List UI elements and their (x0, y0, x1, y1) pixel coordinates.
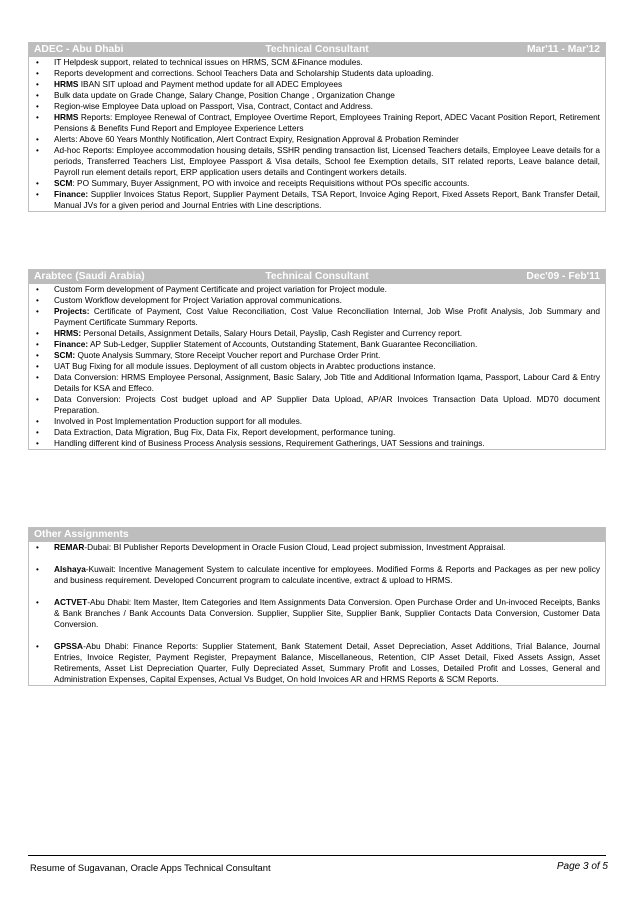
item-text: IT Helpdesk support, related to technical issues on HRMS, SCM &Finance modules. (54, 57, 363, 67)
item-text: -Abu Dhabi: Finance Reports: Supplier Statement, Bank Statement Detail, Asset Depreciation, Asset Additions, Trial Balance, Journal Entries, Invoice Register, Payment Register, Prepayment Balance, Miscellaneous, Retention, CIP Asset Detail, Fixed Assets Assign, Asset Retirements, Asset List Depreciation Quarter, Fully Depreciated Asset, Summary Profit and Losses, Detailed Profit and Losses, General and Administration Expenses, Capital Expenses, Actual Vs Budget, On hold Invoices AR and HRMS Reports & SCM Reports. (54, 641, 600, 684)
item-label: GPSSA (54, 641, 84, 651)
item-text: Bulk data update on Grade Change, Salary Change, Position Change , Organization Change (54, 90, 395, 100)
bullet-icon: • (36, 69, 39, 78)
bullet-icon: • (36, 307, 39, 316)
list-item (29, 79, 605, 90)
list-item (29, 134, 605, 145)
role-title: Technical Consultant (265, 44, 369, 55)
bullet-icon: • (36, 58, 39, 67)
bullet-icon: • (36, 80, 39, 89)
bullet-icon: • (36, 543, 39, 552)
bullet-icon: • (36, 417, 39, 426)
item-text: Custom Workflow development for Project Variation approval communications. (54, 295, 342, 305)
footer-divider (28, 855, 606, 856)
list-item (29, 361, 605, 372)
list-item (29, 145, 605, 178)
list-item (29, 57, 605, 68)
list-item (29, 328, 605, 339)
footer-title: Resume of Sugavanan, Oracle Apps Technical Consultant (30, 862, 271, 873)
item-text: Reports development and corrections. School Teachers Data and Scholarship Students data uploading. (54, 68, 434, 78)
section-title: Other Assignments (34, 529, 129, 540)
bullet-list (29, 57, 605, 211)
section-header (29, 43, 605, 57)
bullet-icon: • (36, 598, 39, 607)
bullet-icon: • (36, 179, 39, 188)
company-name: ADEC - Abu Dhabi (34, 44, 124, 55)
item-text: -Dubai: BI Publisher Reports Development in Oracle Fusion Cloud, Lead project submission, Investment Appraisal. (84, 542, 506, 552)
item-text: UAT Bug Fixing for all module issues. Deployment of all custom objects in Arabtec productions instance. (54, 361, 436, 371)
item-text: Ad-hoc Reports: Employee accommodation housing details, SSHR pending transaction list, Licensed Teachers details, Employee Leave details for a periods, Transferred Teachers List, Employee Passport & Visa details, School fee Exemption details, SIT related reports, Leave balance detail, Payroll run element details report, ERP application users details and Contingent workers details. (54, 145, 600, 177)
list-item (29, 597, 605, 630)
item-text: Involved in Post Implementation Production support for all modules. (54, 416, 303, 426)
item-text: Custom Form development of Payment Certificate and project variation for Project module. (54, 284, 387, 294)
list-item (29, 564, 605, 586)
item-text: Data Extraction, Data Migration, Bug Fix, Data Fix, Report development, performance tuning. (54, 427, 396, 437)
item-label: SCM: (54, 350, 76, 360)
bullet-icon: • (36, 642, 39, 651)
item-text: Quote Analysis Summary, Store Receipt Voucher report and Purchase Order Print. (75, 350, 381, 360)
item-label: Projects: (54, 306, 90, 316)
bullet-icon: • (36, 439, 39, 448)
section-adec (28, 42, 606, 212)
list-item (29, 284, 605, 295)
item-text: Reports: Employee Renewal of Contract, Employee Overtime Report, Employees Training Report, ADEC Vacant Position Report, Retirement Pensions & Benefits Fund Report and Employee Experience Letters (54, 112, 600, 133)
bullet-icon: • (36, 102, 39, 111)
bullet-icon: • (36, 351, 39, 360)
section-arabtec (28, 269, 606, 450)
item-text: AP Sub-Ledger, Supplier Statement of Accounts, Outstanding Statement, Bank Guarantee Reconciliation. (88, 339, 478, 349)
bullet-icon: • (36, 296, 39, 305)
item-text: : PO Summary, Buyer Assignment, PO with invoice and receipts Requisitions without POs specific accounts. (72, 178, 470, 188)
item-text: Personal Details, Assignment Details, Salary Hours Detail, Payslip, Cash Register and Currency report. (81, 328, 463, 338)
item-label: Finance: (54, 339, 89, 349)
bullet-icon: • (36, 113, 39, 122)
bullet-icon: • (36, 329, 39, 338)
bullet-icon: • (36, 340, 39, 349)
item-text: Supplier Invoices Status Report, Supplier Payment Details, TSA Report, Invoice Aging Report, Fixed Assets Report, Bank Transfer Detail, Manual JVs for a given period and Journal Entries with Line descriptions. (54, 189, 600, 210)
item-label: Alshaya (54, 564, 86, 574)
bullet-icon: • (36, 362, 39, 371)
item-text: -Kuwait: Incentive Management System to calculate incentive for employees. Modified Forms & Reports and Packages as per new policy and business requirement. Developed Concurrent program to calculate incentive, extract & upload to HRMS. (54, 564, 600, 585)
item-label: HRMS (54, 79, 79, 89)
list-item (29, 641, 605, 685)
bullet-icon: • (36, 91, 39, 100)
item-label: Finance: (54, 189, 89, 199)
bullet-icon: • (36, 373, 39, 382)
bullet-icon: • (36, 395, 39, 404)
item-text: Handling different kind of Business Process Analysis sessions, Requirement Gatherings, UAT Sessions and trainings. (54, 438, 485, 448)
list-item (29, 372, 605, 394)
item-text: Data Conversion: HRMS Employee Personal, Assignment, Basic Salary, Job Title and Additional Information Iqama, Passport, Labour Card & Entry Details for KSA and Effeco. (54, 372, 600, 393)
item-label: REMAR (54, 542, 85, 552)
period: Dec'09 - Feb'11 (526, 271, 600, 282)
list-item (29, 68, 605, 79)
list-item (29, 542, 605, 553)
item-text: Data Conversion: Projects Cost budget upload and AP Supplier Data Upload, AP/AR Invoices Transaction Data Upload. MD70 document Preparation. (54, 394, 600, 415)
list-item (29, 101, 605, 112)
item-label: ACTVET (54, 597, 88, 607)
bullet-icon: • (36, 190, 39, 199)
bullet-list (29, 284, 605, 449)
list-item (29, 339, 605, 350)
bullet-icon: • (36, 428, 39, 437)
item-label: HRMS: (54, 328, 82, 338)
list-item (29, 90, 605, 101)
bullet-icon: • (36, 135, 39, 144)
list-item (29, 394, 605, 416)
list-item (29, 112, 605, 134)
item-label: HRMS (54, 112, 79, 122)
item-text: Alerts: Above 60 Years Monthly Notification, Alert Contract Expiry, Resignation Approval & Probation Reminder (54, 134, 459, 144)
list-item (29, 295, 605, 306)
list-item (29, 416, 605, 427)
period: Mar'11 - Mar'12 (526, 44, 600, 55)
list-item (29, 178, 605, 189)
list-item (29, 427, 605, 438)
item-label: SCM (54, 178, 73, 188)
list-item (29, 189, 605, 211)
role-title: Technical Consultant (265, 271, 369, 282)
list-item (29, 306, 605, 328)
item-text: -Abu Dhabi: Item Master, Item Categories and Item Assignments Data Conversion. Open Purchase Order and Un-invoced Receipts, Banks & Bank Branches / Bank Accounts Data Conversion. Supplier, Supplier Site, Supplier Bank, Supplier Contacts Data Conversion, Customer Data Conversion. (54, 597, 600, 629)
page-number: Page 3 of 5 (556, 861, 608, 872)
company-name: Arabtec (Saudi Arabia) (34, 271, 145, 282)
bullet-icon: • (36, 285, 39, 294)
list-item (29, 350, 605, 361)
section-other-assignments (28, 527, 606, 686)
bullet-icon: • (36, 565, 39, 574)
section-header (29, 270, 605, 284)
item-text: Region-wise Employee Data upload on Passport, Visa, Contract, Contact and Address. (54, 101, 373, 111)
list-item (29, 438, 605, 449)
bullet-list (29, 542, 605, 685)
item-text: Certificate of Payment, Cost Value Reconciliation, Cost Value Reconciliation Internal, Job Wise Profit Analysis, Job Summary and Payment Certificate Summary Reports. (54, 306, 600, 327)
section-header (29, 528, 605, 542)
item-text: IBAN SIT upload and Payment method update for all ADEC Employees (78, 79, 343, 89)
bullet-icon: • (36, 146, 39, 155)
